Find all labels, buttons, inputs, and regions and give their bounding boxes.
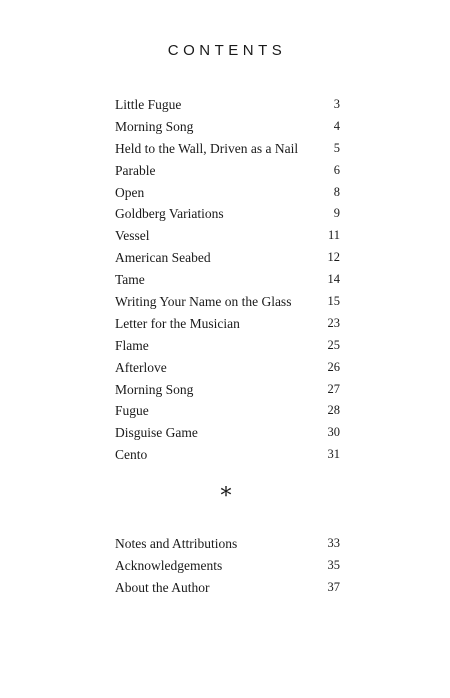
toc-entry[interactable]: [115, 225, 340, 247]
toc-entry-page: 3: [333, 97, 340, 111]
toc-back-matter-list: [115, 533, 340, 599]
toc-entry-title: Disguise Game: [115, 425, 198, 441]
toc-entry[interactable]: [115, 313, 340, 335]
toc-entry-page: 4: [333, 118, 340, 133]
toc-entry-title: Vessel: [115, 228, 150, 244]
toc-entry-page: 9: [333, 206, 340, 221]
toc-entry[interactable]: [115, 269, 340, 291]
toc-entry-page: 6: [333, 162, 340, 177]
toc-entry-page: 5: [333, 140, 340, 155]
section-divider-asterisk: *: [220, 484, 232, 509]
toc-entry[interactable]: [115, 335, 340, 357]
toc-entry-title: Fugue: [115, 403, 149, 419]
toc-entry[interactable]: [115, 379, 340, 401]
toc-entry-page: 14: [327, 272, 340, 287]
toc-entry-title: Flame: [115, 337, 149, 353]
toc-entry-title: American Seabed: [115, 250, 211, 266]
toc-entry-title: Cento: [115, 447, 148, 463]
toc-entry-title: Held to the Wall, Driven as a Nail: [115, 140, 299, 156]
toc-entry[interactable]: [115, 555, 340, 577]
toc-entry-title: Acknowledgements: [115, 557, 223, 573]
toc-entry-title: Notes and Attributions: [115, 536, 238, 551]
toc-entry-page: 28: [327, 403, 340, 418]
toc-entry-title: Writing Your Name on the Glass: [115, 294, 292, 310]
toc-entry[interactable]: [115, 357, 340, 379]
toc-entry-title: Letter for the Musician: [115, 315, 240, 331]
toc-entry[interactable]: [115, 400, 340, 422]
toc-entry[interactable]: [115, 291, 340, 313]
toc-entry-page: 30: [327, 425, 340, 440]
toc-entry[interactable]: [115, 138, 340, 160]
toc-entry-title: Goldberg Variations: [115, 206, 224, 222]
contents-heading: CONTENTS: [167, 42, 287, 59]
toc-entry[interactable]: [115, 116, 340, 138]
toc-entry-page: 25: [327, 337, 340, 352]
toc-entry-title: Tame: [115, 272, 145, 288]
toc-entry-page: 35: [327, 557, 340, 572]
toc-entry-title: Morning Song: [115, 118, 194, 134]
toc-entry[interactable]: [115, 160, 340, 182]
toc-entry-title: Morning Song: [115, 381, 194, 397]
toc-entry[interactable]: [115, 182, 340, 204]
toc-entry-title: Open: [115, 184, 145, 200]
toc-entry-page: 27: [327, 381, 340, 396]
toc-entry-page: 26: [327, 359, 340, 374]
toc-entry-page: 8: [333, 184, 340, 199]
toc-entry-page: 31: [327, 447, 340, 462]
toc-entry[interactable]: [115, 94, 340, 116]
toc-entry-title: Parable: [115, 162, 156, 178]
toc-entry[interactable]: [115, 247, 340, 269]
toc-entry-page: 37: [327, 579, 340, 594]
toc-entry[interactable]: [115, 203, 340, 225]
toc-entry-page: 33: [327, 536, 340, 550]
toc-entry-title: About the Author: [115, 579, 210, 595]
toc-entry-page: 15: [327, 294, 340, 309]
toc-entry-page: 23: [327, 315, 340, 330]
toc-main-list: [115, 94, 340, 466]
toc-entry-title: Afterlove: [115, 359, 167, 375]
toc-entry[interactable]: [115, 422, 340, 444]
toc-entry-page: 12: [327, 250, 340, 265]
toc-entry[interactable]: [115, 577, 340, 599]
toc-entry-page: 11: [327, 228, 340, 243]
toc-entry[interactable]: [115, 533, 340, 555]
toc-entry[interactable]: [115, 444, 340, 466]
toc-entry-title: Little Fugue: [115, 97, 182, 112]
